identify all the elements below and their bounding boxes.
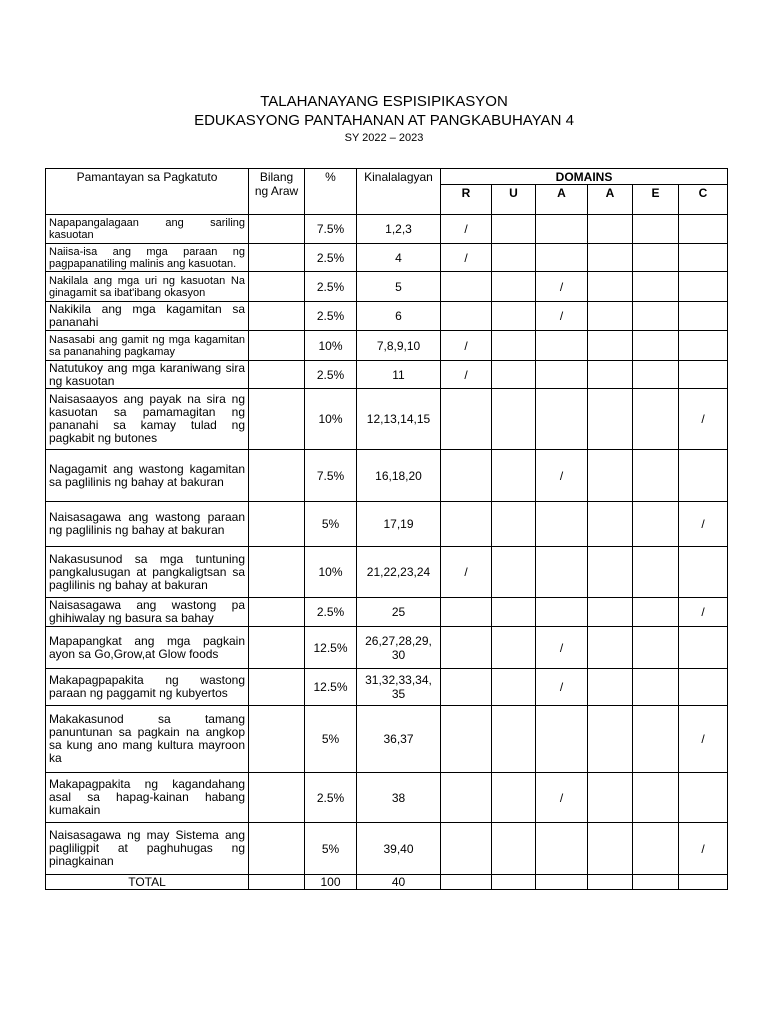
percent-cell: 5%: [305, 706, 357, 773]
days-cell: [249, 773, 305, 823]
domain-check-cell: [633, 823, 679, 875]
domain-check-cell: [441, 450, 492, 502]
days-cell: [249, 244, 305, 272]
days-cell: [249, 669, 305, 706]
table-row: [46, 502, 728, 547]
domain-check-cell: /: [536, 450, 588, 502]
table-row: [46, 706, 728, 773]
table-row: [46, 669, 728, 706]
domain-check-cell: [492, 627, 536, 669]
domain-check-cell: /: [679, 706, 728, 773]
domain-check-cell: [679, 450, 728, 502]
domain-check-cell: [633, 627, 679, 669]
domain-check-cell: [441, 598, 492, 627]
total-domain-cell: [492, 875, 536, 890]
placement-cell: 39,40: [357, 823, 441, 875]
placement-cell: 36,37: [357, 706, 441, 773]
domain-check-cell: [679, 669, 728, 706]
domain-check-cell: [633, 331, 679, 361]
header-domain-letter: E: [633, 185, 679, 215]
domain-check-cell: [633, 598, 679, 627]
percent-cell: 12.5%: [305, 627, 357, 669]
domain-check-cell: [492, 215, 536, 244]
domain-check-cell: /: [679, 502, 728, 547]
domain-check-cell: [492, 331, 536, 361]
domain-check-cell: [588, 547, 633, 598]
document-subtitle: EDUKASYONG PANTAHANAN AT PANGKABUHAYAN 4: [194, 112, 574, 129]
placement-cell: 1,2,3: [357, 215, 441, 244]
table-row: [46, 272, 728, 302]
domain-check-cell: [536, 361, 588, 389]
domain-check-cell: [588, 389, 633, 450]
domain-check-cell: [679, 627, 728, 669]
days-cell: [249, 302, 305, 331]
domain-check-cell: [679, 547, 728, 598]
domain-check-cell: /: [536, 302, 588, 331]
header-domain-letter: A: [536, 185, 588, 215]
domain-check-cell: [588, 627, 633, 669]
domain-check-cell: [492, 823, 536, 875]
domain-check-cell: [441, 706, 492, 773]
domain-check-cell: [588, 706, 633, 773]
percent-cell: 2.5%: [305, 302, 357, 331]
total-domain-cell: [633, 875, 679, 890]
days-cell: [249, 627, 305, 669]
domain-check-cell: [536, 215, 588, 244]
domain-check-cell: /: [679, 823, 728, 875]
days-cell: [249, 331, 305, 361]
percent-cell: 10%: [305, 389, 357, 450]
domain-check-cell: [492, 389, 536, 450]
domain-check-cell: [441, 773, 492, 823]
domain-check-cell: [536, 244, 588, 272]
domain-check-cell: [536, 598, 588, 627]
domain-check-cell: [441, 272, 492, 302]
placement-cell: 26,27,28,29, 30: [357, 627, 441, 669]
domain-check-cell: [441, 389, 492, 450]
domain-check-cell: [536, 547, 588, 598]
days-cell: [249, 823, 305, 875]
competency-cell: Naisasaayos ang payak na sira ng kasuotan sa pamamagitan ng pananahi sa kamay tulad ng pagkabit ng butones: [46, 389, 249, 450]
domain-check-cell: [492, 244, 536, 272]
competency-cell: Nakilala ang mga uri ng kasuotan Na ginagamit sa ibat'ibang okasyon: [46, 272, 249, 302]
domain-check-cell: [633, 450, 679, 502]
percent-cell: 10%: [305, 331, 357, 361]
domain-check-cell: [492, 502, 536, 547]
school-year: SY 2022 – 2023: [344, 132, 424, 144]
table-row: [46, 823, 728, 875]
domain-check-cell: [679, 215, 728, 244]
domain-check-cell: /: [441, 547, 492, 598]
percent-cell: 7.5%: [305, 450, 357, 502]
domain-check-cell: [536, 331, 588, 361]
total-label: TOTAL: [46, 875, 249, 890]
placement-cell: 31,32,33,34, 35: [357, 669, 441, 706]
placement-cell: 21,22,23,24: [357, 547, 441, 598]
domain-check-cell: /: [536, 669, 588, 706]
competency-cell: Nasasabi ang gamit ng mga kagamitan sa pananahing pagkamay: [46, 331, 249, 361]
domain-check-cell: [633, 389, 679, 450]
total-row: [46, 875, 728, 890]
percent-cell: 5%: [305, 823, 357, 875]
domain-check-cell: [492, 598, 536, 627]
domain-check-cell: [492, 272, 536, 302]
domain-check-cell: [588, 598, 633, 627]
domain-check-cell: [536, 823, 588, 875]
header-placement: Kinalalagyan: [357, 169, 441, 215]
domain-check-cell: [679, 331, 728, 361]
days-cell: [249, 598, 305, 627]
percent-cell: 2.5%: [305, 598, 357, 627]
table-row: [46, 450, 728, 502]
competency-cell: Mapapangkat ang mga pagkain ayon sa Go,Grow,at Glow foods: [46, 627, 249, 669]
domain-check-cell: [633, 302, 679, 331]
domain-check-cell: [679, 272, 728, 302]
domain-check-cell: [588, 502, 633, 547]
days-cell: [249, 361, 305, 389]
table-row: [46, 773, 728, 823]
header-domains: DOMAINS: [441, 169, 728, 185]
table-row: [46, 244, 728, 272]
domain-check-cell: /: [679, 598, 728, 627]
percent-cell: 5%: [305, 502, 357, 547]
domain-check-cell: [679, 773, 728, 823]
placement-cell: 7,8,9,10: [357, 331, 441, 361]
competency-cell: Naisasagawa ang wastong paraan ng paglilinis ng bahay at bakuran: [46, 502, 249, 547]
domain-check-cell: [679, 361, 728, 389]
specification-table: [45, 168, 728, 890]
domain-check-cell: /: [441, 215, 492, 244]
domain-check-cell: [536, 502, 588, 547]
competency-cell: Naiisa-isa ang mga paraan ng pagpapanatiling malinis ang kasuotan.: [46, 244, 249, 272]
days-cell: [249, 450, 305, 502]
document-header: [0, 92, 768, 145]
domain-check-cell: [536, 389, 588, 450]
domain-check-cell: [633, 244, 679, 272]
competency-cell: Naisasagawa ng may Sistema ang pagliligpit at paghuhugas ng pinagkainan: [46, 823, 249, 875]
placement-cell: 38: [357, 773, 441, 823]
domain-check-cell: /: [441, 244, 492, 272]
placement-cell: 5: [357, 272, 441, 302]
table-row: [46, 389, 728, 450]
domain-check-cell: [588, 215, 633, 244]
domain-check-cell: /: [441, 331, 492, 361]
placement-cell: 17,19: [357, 502, 441, 547]
table-row: [46, 361, 728, 389]
days-cell: [249, 272, 305, 302]
percent-cell: 2.5%: [305, 272, 357, 302]
competency-cell: Naisasagawa ang wastong pa ghihiwalay ng basura sa bahay: [46, 598, 249, 627]
header-domain-letter: C: [679, 185, 728, 215]
competency-cell: Napapangalagaan ang sariling kasuotan: [46, 215, 249, 244]
total-domain-cell: [536, 875, 588, 890]
domain-check-cell: [633, 706, 679, 773]
domain-check-cell: [588, 331, 633, 361]
domain-check-cell: [492, 302, 536, 331]
domain-check-cell: [633, 547, 679, 598]
percent-cell: 10%: [305, 547, 357, 598]
domain-check-cell: [441, 302, 492, 331]
domain-check-cell: [588, 272, 633, 302]
table-row: [46, 598, 728, 627]
total-percent: 100: [305, 875, 357, 890]
domain-check-cell: [441, 823, 492, 875]
domain-check-cell: [441, 669, 492, 706]
placement-cell: 4: [357, 244, 441, 272]
domain-check-cell: [633, 773, 679, 823]
total-domain-cell: [679, 875, 728, 890]
domain-check-cell: /: [536, 773, 588, 823]
percent-cell: 2.5%: [305, 244, 357, 272]
domain-check-cell: [633, 361, 679, 389]
placement-cell: 12,13,14,15: [357, 389, 441, 450]
header-domain-letter: U: [492, 185, 536, 215]
domain-check-cell: [492, 450, 536, 502]
domain-check-cell: /: [536, 272, 588, 302]
domain-check-cell: /: [441, 361, 492, 389]
domain-check-cell: [492, 669, 536, 706]
domain-check-cell: [633, 272, 679, 302]
domain-check-cell: [492, 706, 536, 773]
total-domain-cell: [441, 875, 492, 890]
domain-check-cell: [492, 773, 536, 823]
domain-check-cell: [633, 215, 679, 244]
table-row: [46, 627, 728, 669]
days-cell: [249, 706, 305, 773]
total-days-cell: [249, 875, 305, 890]
domain-check-cell: [588, 361, 633, 389]
domain-check-cell: [441, 502, 492, 547]
table-row: [46, 215, 728, 244]
competency-cell: Nakasusunod sa mga tuntuning pangkalusugan at pangkaligtsan sa paglilinis ng bahay at bakuran: [46, 547, 249, 598]
domain-check-cell: [536, 706, 588, 773]
domain-check-cell: [679, 302, 728, 331]
days-cell: [249, 502, 305, 547]
document-title: TALAHANAYANG ESPISIPIKASYON: [260, 93, 508, 110]
domain-check-cell: [588, 450, 633, 502]
competency-cell: Natutukoy ang mga karaniwang sira ng kasuotan: [46, 361, 249, 389]
domain-check-cell: [679, 244, 728, 272]
total-domain-cell: [588, 875, 633, 890]
domain-check-cell: [588, 244, 633, 272]
header-domain-letter: A: [588, 185, 633, 215]
domain-check-cell: [588, 773, 633, 823]
domain-check-cell: [633, 669, 679, 706]
table-row: [46, 547, 728, 598]
competency-cell: Nagagamit ang wastong kagamitan sa paglilinis ng bahay at bakuran: [46, 450, 249, 502]
competency-cell: Makapagpakita ng kagandahang asal sa hapag-kainan habang kumakain: [46, 773, 249, 823]
table-row: [46, 302, 728, 331]
table-row: [46, 331, 728, 361]
placement-cell: 6: [357, 302, 441, 331]
domain-check-cell: /: [679, 389, 728, 450]
competency-cell: Nakikila ang mga kagamitan sa pananahi: [46, 302, 249, 331]
days-cell: [249, 215, 305, 244]
domain-check-cell: [588, 669, 633, 706]
days-cell: [249, 389, 305, 450]
domain-check-cell: [441, 627, 492, 669]
placement-cell: 25: [357, 598, 441, 627]
percent-cell: 12.5%: [305, 669, 357, 706]
days-cell: [249, 547, 305, 598]
header-percent: %: [305, 169, 357, 215]
domain-check-cell: [588, 823, 633, 875]
domain-check-cell: /: [536, 627, 588, 669]
competency-cell: Makapagpapakita ng wastong paraan ng paggamit ng kubyertos: [46, 669, 249, 706]
header-competency: Pamantayan sa Pagkatuto: [46, 169, 249, 215]
domain-check-cell: [492, 361, 536, 389]
placement-cell: 11: [357, 361, 441, 389]
percent-cell: 2.5%: [305, 773, 357, 823]
competency-cell: Makakasunod sa tamang panuntunan sa pagkain na angkop sa kung ano mang kultura mayroon ka: [46, 706, 249, 773]
placement-cell: 16,18,20: [357, 450, 441, 502]
total-placement: 40: [357, 875, 441, 890]
header-days: Bilang ng Araw: [249, 169, 305, 215]
domain-check-cell: [588, 302, 633, 331]
percent-cell: 2.5%: [305, 361, 357, 389]
domain-check-cell: [492, 547, 536, 598]
percent-cell: 7.5%: [305, 215, 357, 244]
header-domain-letter: R: [441, 185, 492, 215]
domain-check-cell: [633, 502, 679, 547]
